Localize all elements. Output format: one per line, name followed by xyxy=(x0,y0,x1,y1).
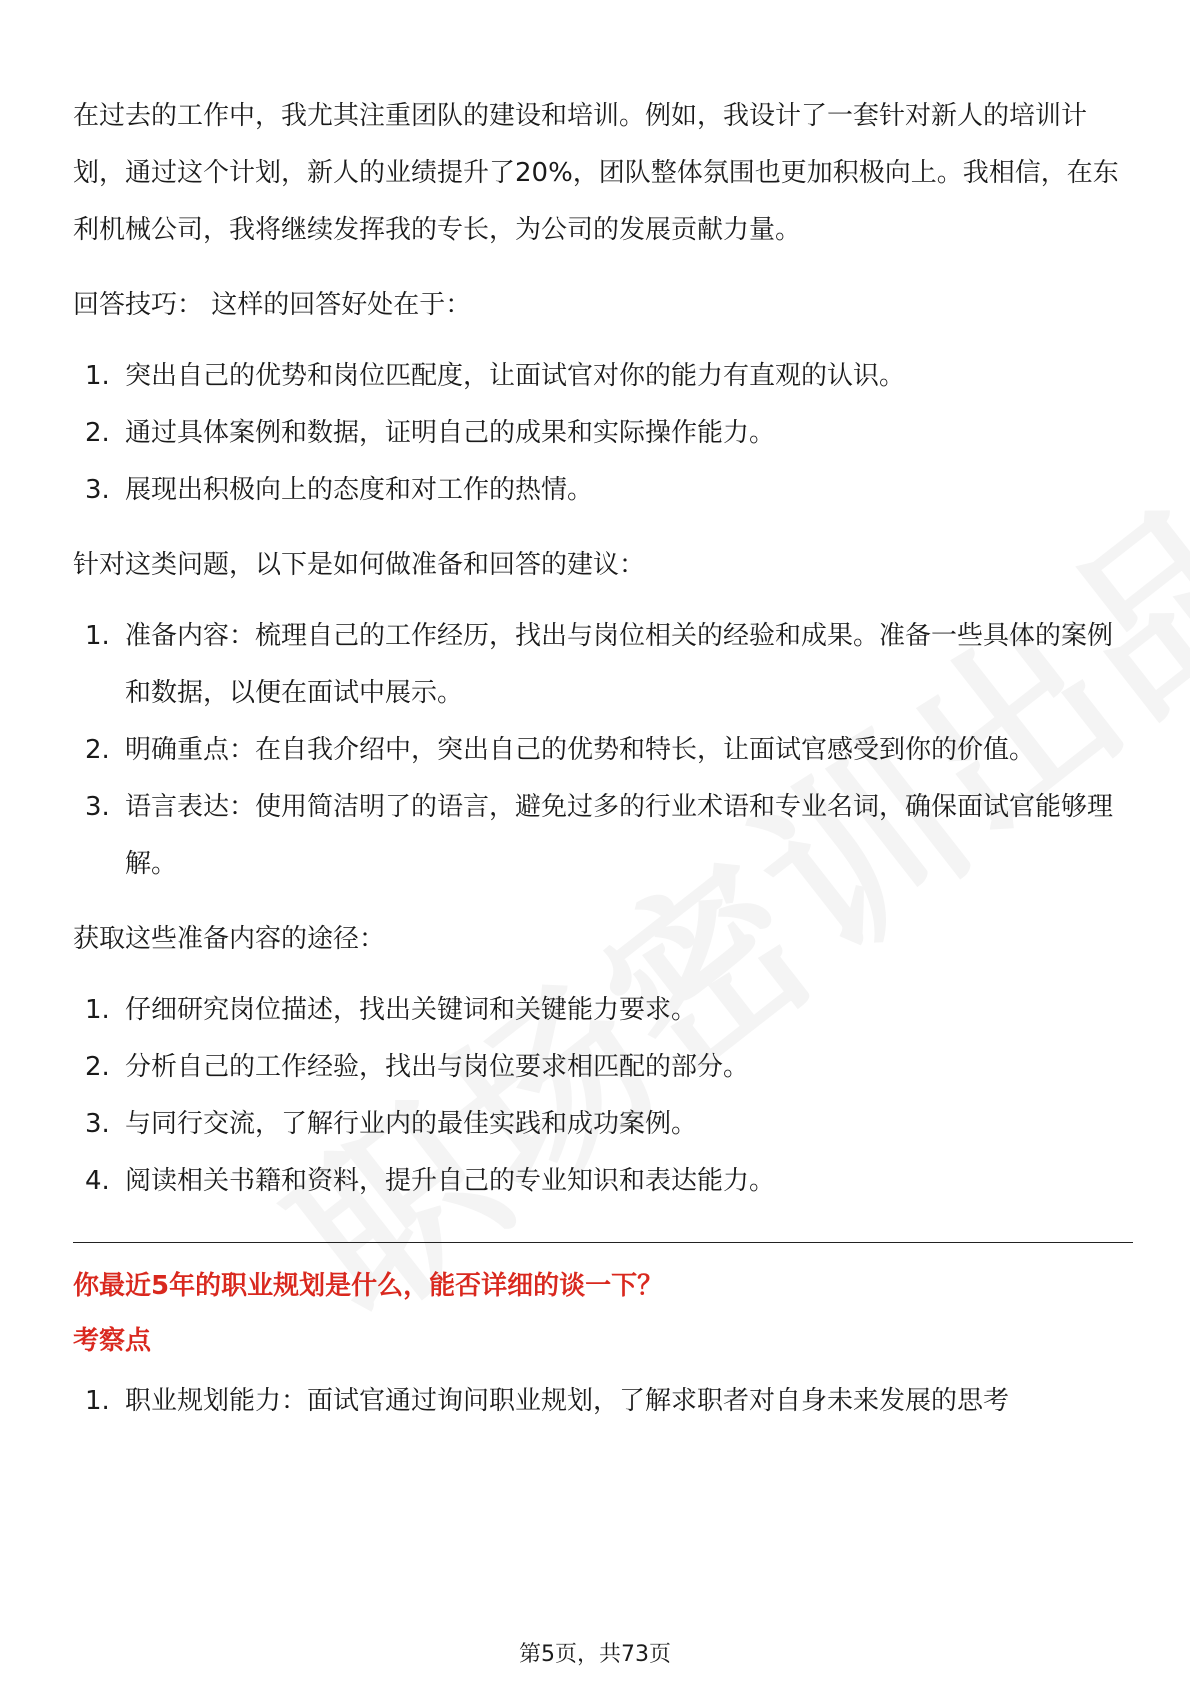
list-item xyxy=(73,1096,1133,1153)
list-number: 4. xyxy=(85,1166,110,1196)
question-title: 你最近5年的职业规划是什么，能否详细的谈一下？ xyxy=(73,1271,664,1301)
list-number: 3. xyxy=(85,1109,110,1139)
list-item-text: 通过具体案例和数据，证明自己的成果和实际操作能力。 xyxy=(125,418,776,448)
prep-heading: 针对这类问题，以下是如何做准备和回答的建议： xyxy=(73,550,646,580)
list-item xyxy=(73,1153,1133,1210)
intro-paragraph: 在过去的工作中，我尤其注重团队的建设和培训。例如，我设计了一套针对新人的培训计划，通过这个计划，新人的业绩提升了20%，团队整体氛围也更加积极向上。我相信，在东利机械公司，我将继续发挥我的专长，为公司的发展贡献力量。 xyxy=(73,101,1119,245)
list-number: 1. xyxy=(85,621,110,651)
list-number: 2. xyxy=(85,735,110,765)
list-item-text: 分析自己的工作经验，找出与岗位要求相匹配的部分。 xyxy=(125,1052,750,1082)
list-item xyxy=(73,1039,1133,1096)
list-number: 3. xyxy=(85,475,110,505)
assessment-points-heading: 考察点 xyxy=(73,1326,152,1356)
tips-heading: 回答技巧： 这样的回答好处在于： xyxy=(73,290,472,320)
list-number: 1. xyxy=(85,995,110,1025)
assessment-points-list xyxy=(73,1373,1133,1430)
list-item xyxy=(73,608,1133,722)
list-item-text: 阅读相关书籍和资料，提升自己的专业知识和表达能力。 xyxy=(125,1166,776,1196)
list-item-text: 仔细研究岗位描述，找出关键词和关键能力要求。 xyxy=(125,995,698,1025)
list-item-text: 职业规划能力：面试官通过询问职业规划，了解求职者对自身未来发展的思考 xyxy=(125,1386,1010,1416)
sources-heading: 获取这些准备内容的途径： xyxy=(73,924,386,954)
list-item xyxy=(73,462,1133,519)
list-item xyxy=(73,348,1133,405)
list-number: 2. xyxy=(85,418,110,448)
sources-list xyxy=(73,982,1133,1210)
list-item xyxy=(73,779,1133,893)
list-item xyxy=(73,1373,1133,1430)
list-number: 1. xyxy=(85,1386,110,1416)
list-item-text: 准备内容：梳理自己的工作经历，找出与岗位相关的经验和成果。准备一些具体的案例和数据，以便在面试中展示。 xyxy=(125,621,1114,708)
list-item-text: 展现出积极向上的态度和对工作的热情。 xyxy=(125,475,594,505)
list-item xyxy=(73,722,1133,779)
list-item xyxy=(73,405,1133,462)
section-divider xyxy=(73,1242,1133,1243)
page-content xyxy=(73,88,1133,1430)
list-item-text: 突出自己的优势和岗位匹配度，让面试官对你的能力有直观的认识。 xyxy=(125,361,906,391)
prep-list xyxy=(73,608,1133,893)
list-number: 3. xyxy=(85,792,110,822)
page-footer: 第5页，共73页 xyxy=(519,1642,671,1667)
list-item-text: 明确重点：在自我介绍中，突出自己的优势和特长，让面试官感受到你的价值。 xyxy=(125,735,1036,765)
tips-list xyxy=(73,348,1133,519)
list-item-text: 语言表达：使用简洁明了的语言，避免过多的行业术语和专业名词，确保面试官能够理解。 xyxy=(125,792,1114,879)
list-number: 1. xyxy=(85,361,110,391)
list-item xyxy=(73,982,1133,1039)
list-item-text: 与同行交流，了解行业内的最佳实践和成功案例。 xyxy=(125,1109,698,1139)
list-number: 2. xyxy=(85,1052,110,1082)
